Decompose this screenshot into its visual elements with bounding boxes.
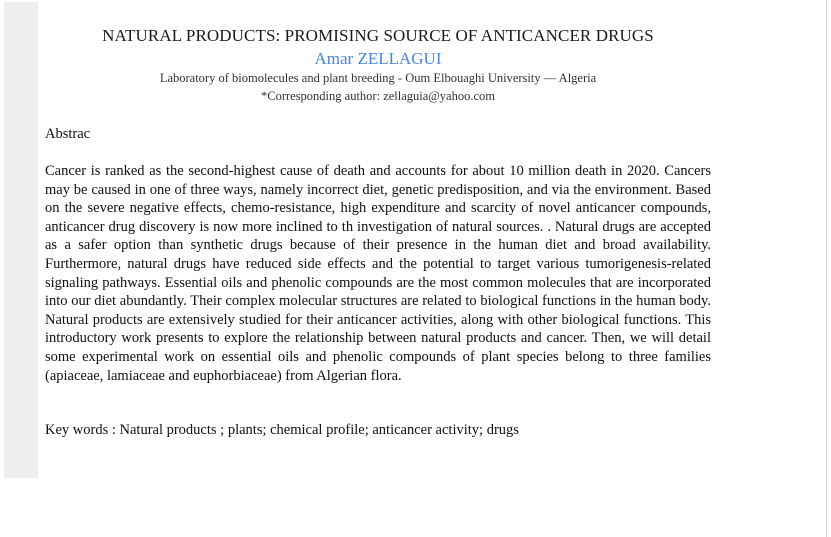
document-page: [45, 0, 711, 537]
author-name: Amar ZELLAGUI: [314, 49, 442, 68]
abstract-heading: Abstrac: [45, 126, 91, 142]
left-margin-bar: [4, 2, 38, 478]
corresponding-author: *Corresponding author: zellaguia@yahoo.com: [260, 89, 496, 103]
document-title: NATURAL PRODUCTS: PROMISING SOURCE OF ANTICANCER DRUGS: [102, 26, 654, 45]
keywords-line: Key words : Natural products ; plants; chemical profile; anticancer activity; drugs: [45, 422, 519, 438]
right-margin-rule: [826, 0, 827, 537]
abstract-body: Cancer is ranked as the second-highest cause of death and accounts for about 10 million death in 2020. Cancers may be caused in one of three ways, namely incorrect diet, genetic predisposition, and via the environment. Based on the severe negative effects, chemo-resistance, high expenditure and scarcity of novel anticancer compounds, anticancer drug discovery is now more inclined to th investigation of natural sources. . Natural drugs are accepted as a safer option than synthetic drugs because of their presence in the human diet and broad availability. Furthermore, natural drugs have reduced side effects and the potential to target various tumorigenesis-related signaling pathways. Essential oils and phenolic compounds are the most common molecules that are incorporated into our diet abundantly. Their complex molecular structures are related to biological functions in the human body. Natural products are extensively studied for their anticancer activities, along with other biological functions. This introductory work presents to explore the relationship between natural products and cancer. Then, we will detail some experimental work on essential oils and phenolic compounds of plant species belong to three families (apiaceae, lamiaceae and euphorbiaceae) from Algerian flora.: [45, 163, 711, 384]
affiliation: Laboratory of biomolecules and plant breeding - Oum Elbouaghi University — Algeria: [159, 71, 597, 85]
